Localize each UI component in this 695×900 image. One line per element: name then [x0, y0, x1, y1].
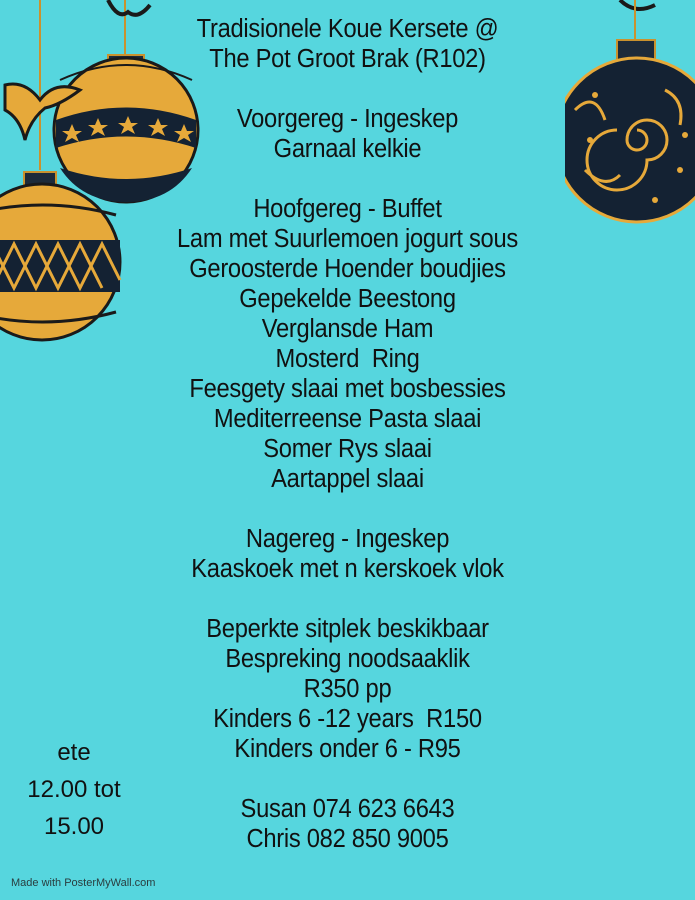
starter-heading: Voorgereg - Ingeskep	[236, 105, 459, 133]
main-item: Somer Rys slaai	[263, 435, 432, 463]
title-line-2: The Pot Groot Brak (R102)	[209, 45, 486, 73]
main-item: Mosterd Ring	[275, 345, 420, 373]
contact-line: Chris 082 850 9005	[246, 825, 449, 853]
main-item: Aartappel slaai	[271, 465, 424, 493]
meal-times	[14, 734, 134, 845]
meal-times-label: ete	[57, 739, 91, 766]
price-line: Kinders 6 -12 years R150	[213, 705, 482, 733]
main-item: Mediterreense Pasta slaai	[213, 405, 482, 433]
price-line: R350 pp	[303, 675, 392, 703]
meal-times-start: 12.00 tot	[27, 776, 121, 803]
starter-item: Garnaal kelkie	[273, 135, 422, 163]
credit-text: Made with PosterMyWall.com	[11, 877, 156, 889]
main-item: Feesgety slaai met bosbessies	[189, 375, 506, 403]
price-line: Kinders onder 6 - R95	[234, 735, 461, 763]
main-item: Geroosterde Hoender boudjies	[189, 255, 506, 283]
title-line-1: Tradisionele Koue Kersete @	[196, 15, 499, 43]
main-item: Lam met Suurlemoen jogurt sous	[177, 225, 518, 253]
main-item: Verglansde Ham	[261, 315, 434, 343]
meal-times-end: 15.00	[43, 813, 105, 840]
main-heading: Hoofgereg - Buffet	[253, 195, 442, 223]
info-line: Beperkte sitplek beskikbaar	[206, 615, 489, 643]
main-item: Gepekelde Beestong	[239, 285, 456, 313]
info-line: Bespreking noodsaaklik	[225, 645, 470, 673]
dessert-heading: Nagereg - Ingeskep	[245, 525, 450, 553]
dessert-item: Kaaskoek met n kerskoek vlok	[191, 555, 504, 583]
menu-text-block	[0, 14, 695, 854]
contact-line: Susan 074 623 6643	[240, 795, 455, 823]
